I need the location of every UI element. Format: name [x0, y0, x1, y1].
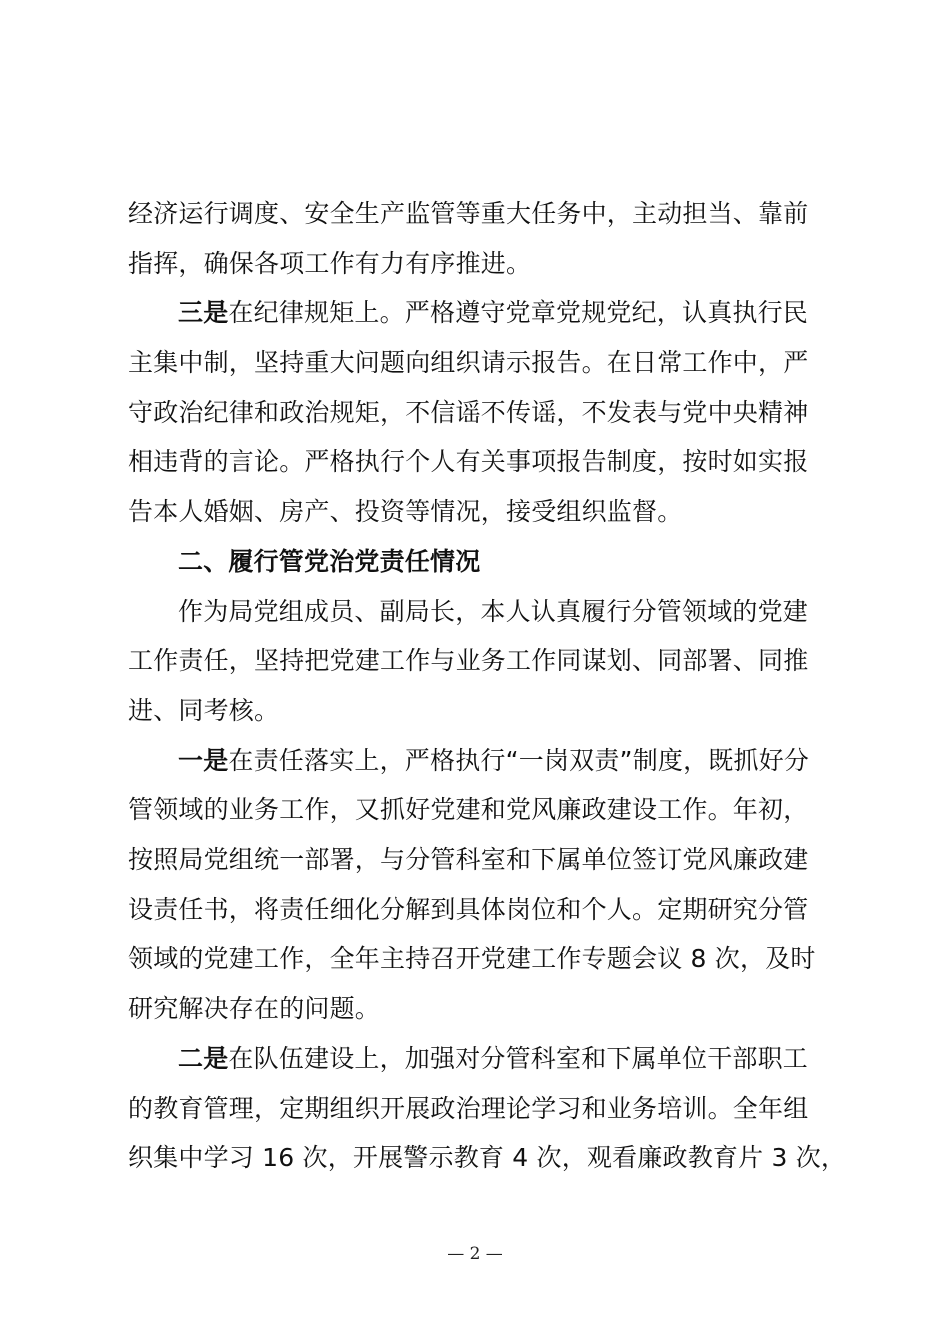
bold-lead-label: 二是	[178, 1044, 229, 1073]
paragraph-line: 指挥，确保各项工作有力有序推进。	[128, 249, 532, 278]
paragraph-line: 经济运行调度、安全生产监管等重大任务中，主动担当、靠前	[128, 199, 809, 228]
paragraph-line: 工作责任，坚持把党建工作与业务工作同谋划、同部署、同推	[128, 646, 809, 675]
paragraph-line: 设责任书，将责任细化分解到具体岗位和个人。定期研究分管	[128, 895, 809, 924]
paragraph-line: 领域的党建工作，全年主持召开党建工作专题会议 8 次，及时	[128, 944, 816, 973]
bold-lead-label: 一是	[178, 746, 229, 775]
paragraph-line: 管领域的业务工作，又抓好党建和党风廉政建设工作。年初，	[128, 795, 809, 824]
paragraph-line: 二是在队伍建设上，加强对分管科室和下属单位干部职工	[178, 1044, 809, 1073]
paragraph-line: 按照局党组统一部署，与分管科室和下属单位签订党风廉政建	[128, 845, 809, 874]
paragraph-line: 相违背的言论。严格执行个人有关事项报告制度，按时如实报	[128, 447, 809, 476]
section-heading: 二、履行管党治党责任情况	[178, 547, 481, 576]
page-number: — 2 —	[447, 1244, 503, 1264]
paragraph-line: 三是在纪律规矩上。严格遵守党章党规党纪，认真执行民	[178, 298, 809, 327]
paragraph-line: 进、同考核。	[128, 696, 280, 725]
bold-lead-label: 三是	[178, 298, 229, 327]
paragraph-line: 织集中学习 16 次，开展警示教育 4 次，观看廉政教育片 3 次，	[128, 1143, 847, 1172]
paragraph-line: 的教育管理，定期组织开展政治理论学习和业务培训。全年组	[128, 1094, 809, 1123]
paragraph-line: 作为局党组成员、副局长，本人认真履行分管领域的党建	[178, 597, 809, 626]
paragraph-line: 一是在责任落实上，严格执行“一岗双责”制度，既抓好分	[178, 746, 810, 775]
paragraph-line: 守政治纪律和政治规矩，不信谣不传谣，不发表与党中央精神	[128, 398, 809, 427]
paragraph-line: 告本人婚姻、房产、投资等情况，接受组织监督。	[128, 497, 683, 526]
paragraph-line: 研究解决存在的问题。	[128, 994, 381, 1023]
paragraph-line: 主集中制，坚持重大问题向组织请示报告。在日常工作中，严	[128, 348, 809, 377]
